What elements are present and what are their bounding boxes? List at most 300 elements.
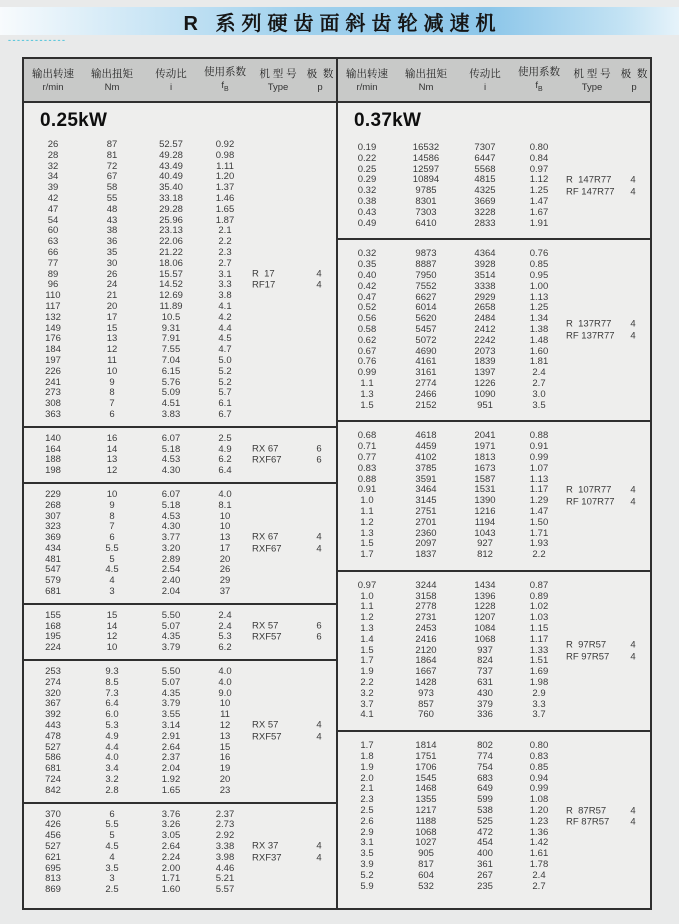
cell: 2.37 <box>161 752 181 764</box>
cell: 1667 <box>415 666 437 678</box>
cell: 36 <box>106 236 118 248</box>
table-row <box>338 378 650 389</box>
cell: 1355 <box>415 794 437 806</box>
cell: 28 <box>47 149 59 161</box>
cell: 760 <box>418 709 434 721</box>
cell: 1.87 <box>215 214 235 226</box>
table-row <box>338 612 650 623</box>
cell: 0.95 <box>529 269 549 281</box>
cell: 3.3 <box>532 698 546 710</box>
cell: 7552 <box>415 280 437 292</box>
cell: 2.91 <box>161 730 181 742</box>
cell: 2.5 <box>360 805 374 817</box>
cell: 2.7 <box>532 880 546 892</box>
cell: 4459 <box>415 441 437 453</box>
cell: 379 <box>477 698 493 710</box>
table-row <box>24 884 336 895</box>
cell: 1.7 <box>360 655 374 667</box>
cell: 1.0 <box>360 590 374 602</box>
cell: 2.9 <box>532 687 546 699</box>
cell: 6.4 <box>105 698 119 710</box>
cell: 1.29 <box>529 495 549 507</box>
cell: 1545 <box>415 772 437 784</box>
cell: 2.1 <box>360 783 374 795</box>
cell: 10.5 <box>161 311 181 323</box>
table-row <box>338 367 650 378</box>
model-labels <box>252 620 282 643</box>
model-label: RX 67 <box>252 531 279 543</box>
cell: 0.22 <box>357 152 377 164</box>
cell: 5.7 <box>218 387 232 399</box>
cell: 0.32 <box>357 185 377 197</box>
table-row <box>24 366 336 377</box>
cell: 9.0 <box>218 687 232 699</box>
table-row <box>338 389 650 400</box>
cell: 47 <box>47 203 59 215</box>
cell: 23 <box>219 784 231 796</box>
table-row <box>24 150 336 161</box>
table-row <box>24 610 336 621</box>
cell: 0.40 <box>357 269 377 281</box>
cell: 1531 <box>474 484 496 496</box>
data-block <box>24 661 336 802</box>
cell: 4.5 <box>218 333 232 345</box>
cell: 0.88 <box>529 430 549 442</box>
table-037kw <box>338 59 650 908</box>
cell: 0.83 <box>357 462 377 474</box>
cell: 18.06 <box>159 257 183 269</box>
cell: 6447 <box>474 152 496 164</box>
cell: 8301 <box>415 195 437 207</box>
model-label: R 17 <box>252 268 275 280</box>
model-labels <box>566 640 609 663</box>
cell: 5.07 <box>161 620 181 632</box>
cell: 434 <box>45 542 61 554</box>
cell: 35.40 <box>159 182 183 194</box>
cell: 1.15 <box>529 623 549 635</box>
cell: 184 <box>45 344 61 356</box>
cell: 1.38 <box>529 323 549 335</box>
column-header-output-torque: 输出扭矩 Nm <box>405 67 447 93</box>
model-labels <box>252 443 282 466</box>
data-block <box>24 605 336 659</box>
cell: 456 <box>45 830 61 842</box>
cell: 0.71 <box>357 441 377 453</box>
cell: 15 <box>106 322 118 334</box>
cell: 4690 <box>415 345 437 357</box>
table-row <box>338 248 650 259</box>
data-block <box>24 428 336 482</box>
cell: 0.77 <box>357 451 377 463</box>
cell: 149 <box>45 322 61 334</box>
cell: 3591 <box>415 473 437 485</box>
table-row <box>338 207 650 218</box>
cell: 2073 <box>474 345 496 357</box>
cell: 117 <box>45 300 61 312</box>
cell: 7303 <box>415 206 437 218</box>
table-row <box>338 218 650 229</box>
cell: 336 <box>477 709 493 721</box>
cell: 7 <box>109 521 115 533</box>
cell: 4 <box>109 851 115 863</box>
cell: 2.2 <box>360 677 374 689</box>
cell: 1.11 <box>216 160 234 172</box>
cell: 2731 <box>415 612 437 624</box>
table-row <box>24 500 336 511</box>
cell: 3.5 <box>105 862 119 874</box>
cell: 4161 <box>415 356 437 368</box>
cell: 1.61 <box>529 848 549 860</box>
cell: 0.99 <box>529 783 549 795</box>
cell: 6 <box>109 808 115 820</box>
cell: 2.89 <box>161 553 181 565</box>
table-row <box>24 621 336 632</box>
cell: 2120 <box>415 644 437 656</box>
cell: 197 <box>45 354 61 366</box>
cell: 3.0 <box>532 388 546 400</box>
table-row <box>338 302 650 313</box>
cell: 110 <box>45 290 61 302</box>
cell: 2701 <box>415 516 437 528</box>
cell: 1.08 <box>529 794 549 806</box>
cell: 140 <box>45 432 61 444</box>
table-row <box>24 720 336 731</box>
pole-values <box>306 841 332 864</box>
table-row <box>24 863 336 874</box>
model-labels <box>252 532 282 555</box>
cell: 1813 <box>474 451 496 463</box>
pole-value: 4 <box>630 496 636 508</box>
cell: 21.22 <box>159 246 183 258</box>
rows-group <box>24 433 336 476</box>
cell: 1.81 <box>529 356 549 368</box>
data-block <box>338 732 650 901</box>
data-blocks-025kw <box>24 134 336 908</box>
cell: 3 <box>109 586 115 598</box>
cell: 1.3 <box>360 388 374 400</box>
cell: 1.9 <box>360 761 374 773</box>
cell: 0.91 <box>357 484 377 496</box>
table-row <box>338 430 650 441</box>
table-row <box>24 532 336 543</box>
cell: 3.05 <box>161 830 181 842</box>
table-row <box>24 709 336 720</box>
table-row <box>24 409 336 420</box>
column-header-model: 机 型 号 Type <box>573 67 611 93</box>
cell: 0.56 <box>357 313 377 325</box>
cell: 21 <box>106 290 118 302</box>
cell: 1216 <box>474 505 496 517</box>
cell: 10 <box>219 510 231 522</box>
model-labels <box>252 268 275 291</box>
cell: 905 <box>418 848 434 860</box>
cell: 0.83 <box>529 751 549 763</box>
cell: 1.25 <box>529 302 549 314</box>
cell: 55 <box>106 192 118 204</box>
pole-value: 6 <box>316 454 322 466</box>
cell: 2466 <box>415 388 437 400</box>
cell: 0.58 <box>357 323 377 335</box>
cell: 4325 <box>474 185 496 197</box>
cell: 4.53 <box>161 510 181 522</box>
model-label: RX 57 <box>252 719 279 731</box>
data-block <box>24 804 336 901</box>
cell: 2041 <box>474 430 496 442</box>
cell: 5568 <box>474 163 496 175</box>
cell: 5.07 <box>161 676 181 688</box>
cell: 1.5 <box>360 399 374 411</box>
cell: 2242 <box>474 334 496 346</box>
cell: 937 <box>477 644 493 656</box>
cell: 0.25 <box>357 163 377 175</box>
table-row <box>338 773 650 784</box>
pole-value: 4 <box>316 852 322 864</box>
data-block <box>338 240 650 420</box>
cell: 4.51 <box>161 398 181 410</box>
cell: 5457 <box>415 323 437 335</box>
model-label: RF17 <box>252 279 276 291</box>
cell: 2.0 <box>360 772 374 784</box>
model-label: RF 137R77 <box>566 330 615 342</box>
cell: 1.07 <box>529 462 549 474</box>
cell: 4815 <box>474 174 496 186</box>
cell: 10 <box>106 642 118 654</box>
cell: 1.37 <box>215 182 235 194</box>
cell: 3.79 <box>161 642 181 654</box>
cell: 430 <box>477 687 493 699</box>
cell: 1194 <box>474 516 496 528</box>
cell: 1.00 <box>529 280 549 292</box>
pole-values <box>620 485 646 508</box>
cell: 3514 <box>474 269 496 281</box>
cell: 267 <box>477 869 493 881</box>
cell: 226 <box>45 365 61 377</box>
cell: 6.0 <box>105 709 119 721</box>
cell: 400 <box>477 848 493 860</box>
column-header-service-factor: 使用系数 $f_B$ <box>204 65 246 93</box>
cell: 1.92 <box>161 774 181 786</box>
pole-value: 4 <box>630 318 636 330</box>
cell: 6.2 <box>218 454 232 466</box>
model-label: R 107R77 <box>566 484 612 496</box>
table-row <box>338 751 650 762</box>
cell: 604 <box>418 869 434 881</box>
cell: 586 <box>45 752 61 764</box>
table-row <box>24 575 336 586</box>
cell: 1207 <box>474 612 496 624</box>
cell: 1814 <box>415 740 437 752</box>
cell: 0.29 <box>357 174 377 186</box>
cell: 1.36 <box>529 826 549 838</box>
cell: 4.1 <box>360 709 374 721</box>
table-row <box>338 699 650 710</box>
cell: 16532 <box>412 142 440 153</box>
cell: 2.2 <box>532 549 546 561</box>
cell: 34 <box>47 171 59 183</box>
cell: 1188 <box>415 815 437 827</box>
cell: 1.78 <box>529 859 549 871</box>
table-row <box>338 677 650 688</box>
table-row <box>338 441 650 452</box>
cell: 1.3 <box>360 623 374 635</box>
cell: 9.31 <box>161 322 181 334</box>
cell: 3.7 <box>532 709 546 721</box>
cell: 1706 <box>415 761 437 773</box>
cell: 2.1 <box>218 225 232 237</box>
cell: 1.2 <box>360 516 374 528</box>
cell: 1.20 <box>529 805 549 817</box>
cell: 5.2 <box>218 365 232 377</box>
model-labels <box>566 805 609 828</box>
table-row <box>338 528 650 539</box>
cell: 1.12 <box>529 174 549 186</box>
table-row <box>24 543 336 554</box>
cell: 0.97 <box>529 163 549 175</box>
cell: 2097 <box>415 538 437 550</box>
cell: 681 <box>45 763 61 775</box>
page-title: R 系列硬齿面斜齿轮减速机 <box>183 12 502 35</box>
cell: 7.91 <box>161 333 181 345</box>
cell: 3.5 <box>532 399 546 411</box>
cell: 1.2 <box>360 612 374 624</box>
cell: 1.65 <box>215 203 235 215</box>
cell: 0.88 <box>357 473 377 485</box>
cell: 29 <box>219 575 231 587</box>
cell: 2416 <box>415 633 437 645</box>
cell: 1837 <box>415 549 437 561</box>
cell: 4.0 <box>218 666 232 678</box>
table-row <box>338 153 650 164</box>
cell: 2152 <box>415 399 437 411</box>
cell: 20 <box>219 774 231 786</box>
table-row <box>338 346 650 357</box>
cell: 274 <box>45 676 61 688</box>
cell: 842 <box>45 784 61 796</box>
cell: 323 <box>45 521 61 533</box>
cell: 3785 <box>415 462 437 474</box>
cell: 49.28 <box>159 149 183 161</box>
column-header-output-speed: 输出转速 r/min <box>32 67 74 93</box>
cell: 2.92 <box>215 830 235 842</box>
cell: 0.32 <box>357 248 377 260</box>
cell: 2.6 <box>360 815 374 827</box>
cell: 164 <box>45 443 61 455</box>
cell: 10 <box>219 698 231 710</box>
spec-table-frame <box>22 57 652 910</box>
table-row <box>338 688 650 699</box>
cell: 0.99 <box>357 367 377 379</box>
table-row <box>338 881 650 892</box>
cell: 229 <box>45 488 61 500</box>
cell: 3464 <box>415 484 437 496</box>
cell: 1.48 <box>529 334 549 346</box>
cell: 10 <box>106 365 118 377</box>
cell: 3.5 <box>360 848 374 860</box>
cell: 4.5 <box>105 564 119 576</box>
cell: 1971 <box>474 441 496 453</box>
cell: 60 <box>47 225 59 237</box>
cell: 9.3 <box>105 666 119 678</box>
cell: 5.57 <box>215 884 235 896</box>
table-row <box>338 848 650 859</box>
cell: 2.37 <box>215 808 235 820</box>
cell: 32 <box>47 160 59 172</box>
cell: 5.76 <box>161 376 181 388</box>
cell: 5.3 <box>218 631 232 643</box>
cell: 188 <box>45 454 61 466</box>
cell: 12 <box>106 465 118 477</box>
cell: 67 <box>106 171 118 183</box>
cell: 724 <box>45 774 61 786</box>
cell: 0.19 <box>357 142 377 153</box>
cell: 2.4 <box>532 869 546 881</box>
cell: 0.85 <box>529 259 549 271</box>
cell: 9 <box>109 376 115 388</box>
table-row <box>338 538 650 549</box>
rows-group <box>24 610 336 653</box>
cell: 15 <box>106 609 118 621</box>
table-row <box>338 270 650 281</box>
cell: 3.77 <box>161 532 181 544</box>
cell: 1.71 <box>529 527 549 539</box>
table-row <box>24 139 336 150</box>
model-label: RX 37 <box>252 840 279 852</box>
table-row <box>338 794 650 805</box>
cell: 3158 <box>415 590 437 602</box>
cell: 195 <box>45 631 61 643</box>
pole-values <box>620 805 646 828</box>
cell: 869 <box>45 884 61 896</box>
table-row <box>24 489 336 500</box>
cell: 54 <box>47 214 59 226</box>
cell: 4.30 <box>161 465 181 477</box>
cell: 363 <box>45 408 61 420</box>
cell: 0.85 <box>529 761 549 773</box>
cell: 1.71 <box>161 873 181 885</box>
cell: 1.1 <box>360 601 374 613</box>
table-row <box>24 819 336 830</box>
cell: 1.25 <box>529 185 549 197</box>
cell: 0.80 <box>529 740 549 752</box>
cell: 72 <box>106 160 118 172</box>
model-label: RXF57 <box>252 631 282 643</box>
cell: 1.93 <box>529 538 549 550</box>
cell: 5.5 <box>105 542 119 554</box>
cell: 2360 <box>415 527 437 539</box>
cell: 198 <box>45 465 61 477</box>
cell: 6.15 <box>161 365 181 377</box>
pole-values <box>620 175 646 198</box>
cell: 2453 <box>415 623 437 635</box>
cell: 3928 <box>474 259 496 271</box>
cell: 2.73 <box>215 819 235 831</box>
cell: 1.5 <box>360 644 374 656</box>
cell: 1.17 <box>529 633 549 645</box>
pole-value: 4 <box>630 639 636 651</box>
column-header-ratio: 传动比 i <box>155 67 187 93</box>
cell: 6 <box>109 408 115 420</box>
cell: 4.35 <box>161 631 181 643</box>
column-header-service-factor: 使用系数 $f_B$ <box>518 65 560 93</box>
table-row <box>24 698 336 709</box>
cell: 4.4 <box>218 322 232 334</box>
cell: 2.5 <box>105 884 119 896</box>
cell: 6.07 <box>161 488 181 500</box>
title-band <box>0 7 679 35</box>
cell: 1228 <box>474 601 496 613</box>
pole-value: 4 <box>630 186 636 198</box>
cell: 253 <box>45 666 61 678</box>
